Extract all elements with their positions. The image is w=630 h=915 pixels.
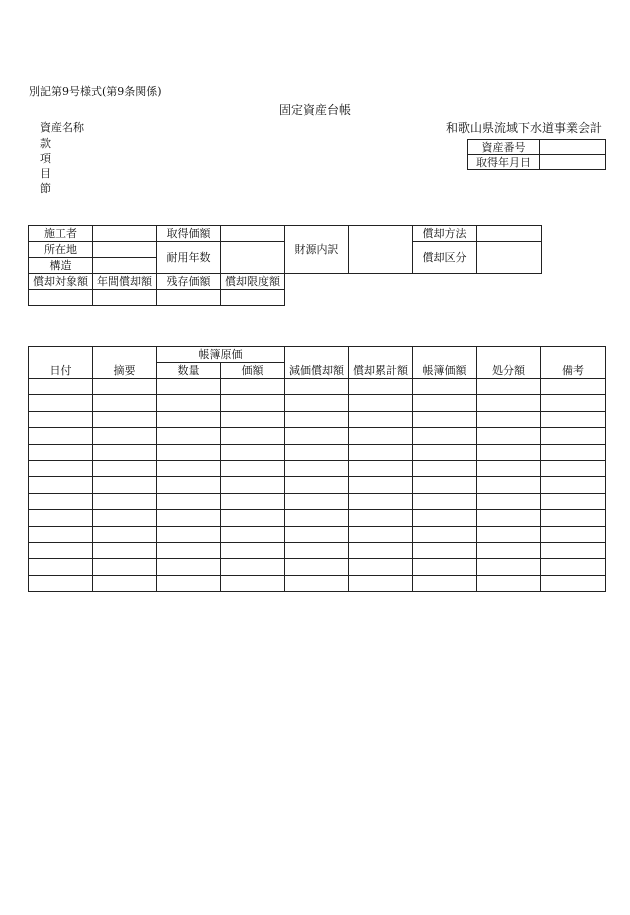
col-date: 日付 bbox=[29, 347, 93, 379]
ledger-cell[interactable] bbox=[93, 379, 157, 395]
ledger-cell[interactable] bbox=[29, 379, 93, 395]
form-reference: 別記第9号様式(第9条関係) bbox=[29, 85, 162, 98]
ledger-cell[interactable] bbox=[541, 493, 606, 509]
ledger-cell[interactable] bbox=[413, 559, 477, 575]
structure-label: 構造 bbox=[29, 258, 93, 274]
ledger-body bbox=[29, 379, 606, 592]
acq-price-field[interactable] bbox=[221, 226, 285, 242]
ledger-cell[interactable] bbox=[157, 559, 221, 575]
residual-label: 残存価額 bbox=[157, 274, 221, 290]
col-depreciation: 減価償却額 bbox=[285, 347, 349, 379]
ledger-cell[interactable] bbox=[285, 575, 349, 591]
ledger-cell[interactable] bbox=[477, 559, 541, 575]
residual-field[interactable] bbox=[157, 290, 221, 306]
ledger-cell[interactable] bbox=[413, 444, 477, 460]
ledger-cell[interactable] bbox=[541, 460, 606, 476]
ledger-cell[interactable] bbox=[477, 493, 541, 509]
ledger-cell[interactable] bbox=[541, 542, 606, 558]
label-kan: 款 bbox=[40, 137, 51, 150]
ledger-cell[interactable] bbox=[349, 542, 413, 558]
ledger-row bbox=[29, 542, 606, 558]
ledger-cell[interactable] bbox=[29, 526, 93, 542]
structure-field[interactable] bbox=[93, 258, 157, 274]
ledger-cell[interactable] bbox=[29, 411, 93, 427]
label-asset-name: 資産名称 bbox=[40, 121, 84, 134]
ledger-cell[interactable] bbox=[93, 575, 157, 591]
info-table-blank bbox=[285, 290, 542, 306]
ledger-cell[interactable] bbox=[477, 460, 541, 476]
ledger-cell[interactable] bbox=[285, 411, 349, 427]
ledger-row bbox=[29, 444, 606, 460]
funding-field[interactable] bbox=[349, 226, 413, 274]
ledger-cell[interactable] bbox=[477, 411, 541, 427]
ledger-cell[interactable] bbox=[285, 460, 349, 476]
ledger-cell[interactable] bbox=[221, 444, 285, 460]
ledger-cell[interactable] bbox=[541, 510, 606, 526]
dep-limit-label: 償却限度額 bbox=[221, 274, 285, 290]
ledger-cell[interactable] bbox=[349, 559, 413, 575]
label-setsu: 節 bbox=[40, 182, 51, 195]
ledger-cell[interactable] bbox=[413, 493, 477, 509]
ledger-cell[interactable] bbox=[349, 526, 413, 542]
dep-method-label: 償却方法 bbox=[413, 226, 477, 242]
col-book-cost-group: 帳簿原価 bbox=[157, 347, 285, 363]
annual-dep-field[interactable] bbox=[93, 290, 157, 306]
ledger-cell[interactable] bbox=[349, 428, 413, 444]
ledger-cell[interactable] bbox=[413, 428, 477, 444]
ledger-cell[interactable] bbox=[541, 444, 606, 460]
ledger-cell[interactable] bbox=[29, 395, 93, 411]
acq-price-label: 取得価額 bbox=[157, 226, 221, 242]
ledger-cell[interactable] bbox=[349, 379, 413, 395]
ledger-cell[interactable] bbox=[349, 444, 413, 460]
ledger-cell[interactable] bbox=[157, 444, 221, 460]
ledger-cell[interactable] bbox=[349, 477, 413, 493]
ledger-cell[interactable] bbox=[285, 395, 349, 411]
ledger-row bbox=[29, 559, 606, 575]
ledger-cell[interactable] bbox=[413, 460, 477, 476]
ledger-cell[interactable] bbox=[29, 477, 93, 493]
ledger-cell[interactable] bbox=[413, 575, 477, 591]
ledger-cell[interactable] bbox=[157, 575, 221, 591]
dep-category-field[interactable] bbox=[477, 242, 542, 274]
ledger-cell[interactable] bbox=[157, 460, 221, 476]
ledger-row bbox=[29, 379, 606, 395]
ledger-row bbox=[29, 411, 606, 427]
col-amount: 価額 bbox=[221, 363, 285, 379]
ledger-cell[interactable] bbox=[157, 411, 221, 427]
ledger-cell[interactable] bbox=[221, 542, 285, 558]
ledger-cell[interactable] bbox=[349, 460, 413, 476]
ledger-row bbox=[29, 510, 606, 526]
ledger-cell[interactable] bbox=[221, 510, 285, 526]
ledger-row bbox=[29, 460, 606, 476]
ledger-cell[interactable] bbox=[221, 559, 285, 575]
ledger-cell[interactable] bbox=[285, 493, 349, 509]
ledger-cell[interactable] bbox=[29, 559, 93, 575]
col-disposal: 処分額 bbox=[477, 347, 541, 379]
ledger-cell[interactable] bbox=[157, 526, 221, 542]
ledger-cell[interactable] bbox=[477, 477, 541, 493]
ledger-cell[interactable] bbox=[29, 510, 93, 526]
ledger-cell[interactable] bbox=[93, 542, 157, 558]
ledger-cell[interactable] bbox=[93, 526, 157, 542]
funding-label: 財源内訳 bbox=[285, 226, 349, 274]
ledger-row bbox=[29, 526, 606, 542]
col-book-value: 帳簿価額 bbox=[413, 347, 477, 379]
ledger-cell[interactable] bbox=[413, 477, 477, 493]
ledger-cell[interactable] bbox=[285, 510, 349, 526]
ledger-cell[interactable] bbox=[93, 428, 157, 444]
ledger-row bbox=[29, 575, 606, 591]
ledger-cell[interactable] bbox=[349, 510, 413, 526]
ledger-cell[interactable] bbox=[285, 526, 349, 542]
ledger-cell[interactable] bbox=[29, 542, 93, 558]
ledger-cell[interactable] bbox=[93, 460, 157, 476]
ledger-cell[interactable] bbox=[29, 444, 93, 460]
ledger-cell[interactable] bbox=[413, 395, 477, 411]
ledger-cell[interactable] bbox=[285, 428, 349, 444]
ledger-cell[interactable] bbox=[29, 460, 93, 476]
ledger-cell[interactable] bbox=[349, 575, 413, 591]
ledger-cell[interactable] bbox=[221, 460, 285, 476]
ledger-cell[interactable] bbox=[157, 428, 221, 444]
ledger-cell[interactable] bbox=[93, 559, 157, 575]
ledger-cell[interactable] bbox=[221, 526, 285, 542]
ledger-cell[interactable] bbox=[413, 542, 477, 558]
annual-dep-label: 年間償却額 bbox=[93, 274, 157, 290]
ledger-cell[interactable] bbox=[413, 526, 477, 542]
ledger-cell[interactable] bbox=[93, 477, 157, 493]
ledger-cell[interactable] bbox=[221, 477, 285, 493]
col-summary: 摘要 bbox=[93, 347, 157, 379]
ledger-cell[interactable] bbox=[93, 444, 157, 460]
ledger-cell[interactable] bbox=[221, 575, 285, 591]
ledger-cell[interactable] bbox=[221, 493, 285, 509]
ledger-cell[interactable] bbox=[285, 559, 349, 575]
label-kou: 項 bbox=[40, 152, 51, 165]
asset-number-label: 資産番号 bbox=[468, 140, 540, 155]
ledger-cell[interactable] bbox=[29, 575, 93, 591]
ledger-cell[interactable] bbox=[349, 493, 413, 509]
ledger-cell[interactable] bbox=[477, 395, 541, 411]
asset-number-field[interactable] bbox=[540, 140, 606, 155]
asset-id-table bbox=[467, 139, 606, 170]
ledger-cell[interactable] bbox=[477, 542, 541, 558]
ledger-cell[interactable] bbox=[477, 428, 541, 444]
ledger-cell[interactable] bbox=[285, 477, 349, 493]
ledger-cell[interactable] bbox=[541, 526, 606, 542]
ledger-cell[interactable] bbox=[157, 395, 221, 411]
ledger-cell[interactable] bbox=[349, 411, 413, 427]
ledger-cell[interactable] bbox=[29, 428, 93, 444]
ledger-cell[interactable] bbox=[157, 493, 221, 509]
dep-limit-field[interactable] bbox=[221, 290, 285, 306]
ledger-table bbox=[28, 346, 606, 592]
info-table-blank bbox=[285, 274, 542, 290]
ledger-cell[interactable] bbox=[157, 510, 221, 526]
ledger-cell[interactable] bbox=[477, 575, 541, 591]
ledger-cell[interactable] bbox=[221, 411, 285, 427]
ledger-row bbox=[29, 428, 606, 444]
col-quantity: 数量 bbox=[157, 363, 221, 379]
col-remarks: 備考 bbox=[541, 347, 606, 379]
ledger-cell[interactable] bbox=[541, 428, 606, 444]
ledger-cell[interactable] bbox=[93, 510, 157, 526]
ledger-cell[interactable] bbox=[285, 542, 349, 558]
dep-method-field[interactable] bbox=[477, 226, 542, 242]
acquired-date-field[interactable] bbox=[540, 155, 606, 170]
ledger-cell[interactable] bbox=[221, 379, 285, 395]
useful-life-label: 耐用年数 bbox=[157, 242, 221, 274]
label-moku: 目 bbox=[40, 167, 51, 180]
dep-base-label: 償却対象額 bbox=[29, 274, 93, 290]
location-label: 所在地 bbox=[29, 242, 93, 258]
ledger-cell[interactable] bbox=[93, 411, 157, 427]
location-field[interactable] bbox=[93, 242, 157, 258]
ledger-cell[interactable] bbox=[541, 411, 606, 427]
ledger-cell[interactable] bbox=[477, 510, 541, 526]
ledger-cell[interactable] bbox=[541, 395, 606, 411]
page-title: 固定資産台帳 bbox=[278, 103, 351, 117]
useful-life-field[interactable] bbox=[221, 242, 285, 274]
ledger-row bbox=[29, 395, 606, 411]
ledger-cell[interactable] bbox=[413, 411, 477, 427]
col-accumulated-dep: 償却累計額 bbox=[349, 347, 413, 379]
ledger-cell[interactable] bbox=[477, 526, 541, 542]
ledger-cell[interactable] bbox=[477, 444, 541, 460]
ledger-cell[interactable] bbox=[541, 559, 606, 575]
ledger-row bbox=[29, 493, 606, 509]
dep-category-label: 償却区分 bbox=[413, 242, 477, 274]
acquired-date-label: 取得年月日 bbox=[468, 155, 540, 170]
dep-base-field[interactable] bbox=[29, 290, 93, 306]
ledger-cell[interactable] bbox=[93, 395, 157, 411]
ledger-cell[interactable] bbox=[413, 510, 477, 526]
ledger-cell[interactable] bbox=[157, 379, 221, 395]
organization-name: 和歌山県流域下水道事業会計 bbox=[445, 121, 602, 135]
ledger-cell[interactable] bbox=[221, 395, 285, 411]
ledger-cell[interactable] bbox=[285, 444, 349, 460]
asset-info-table bbox=[28, 225, 542, 306]
ledger-cell[interactable] bbox=[349, 395, 413, 411]
ledger-cell[interactable] bbox=[477, 379, 541, 395]
ledger-row bbox=[29, 477, 606, 493]
ledger-cell[interactable] bbox=[285, 379, 349, 395]
ledger-cell[interactable] bbox=[541, 575, 606, 591]
builder-field[interactable] bbox=[93, 226, 157, 242]
ledger-cell[interactable] bbox=[541, 477, 606, 493]
ledger-cell[interactable] bbox=[29, 493, 93, 509]
ledger-cell[interactable] bbox=[221, 428, 285, 444]
ledger-cell[interactable] bbox=[93, 493, 157, 509]
ledger-cell[interactable] bbox=[157, 477, 221, 493]
ledger-cell[interactable] bbox=[157, 542, 221, 558]
ledger-cell[interactable] bbox=[413, 379, 477, 395]
builder-label: 施工者 bbox=[29, 226, 93, 242]
ledger-cell[interactable] bbox=[541, 379, 606, 395]
